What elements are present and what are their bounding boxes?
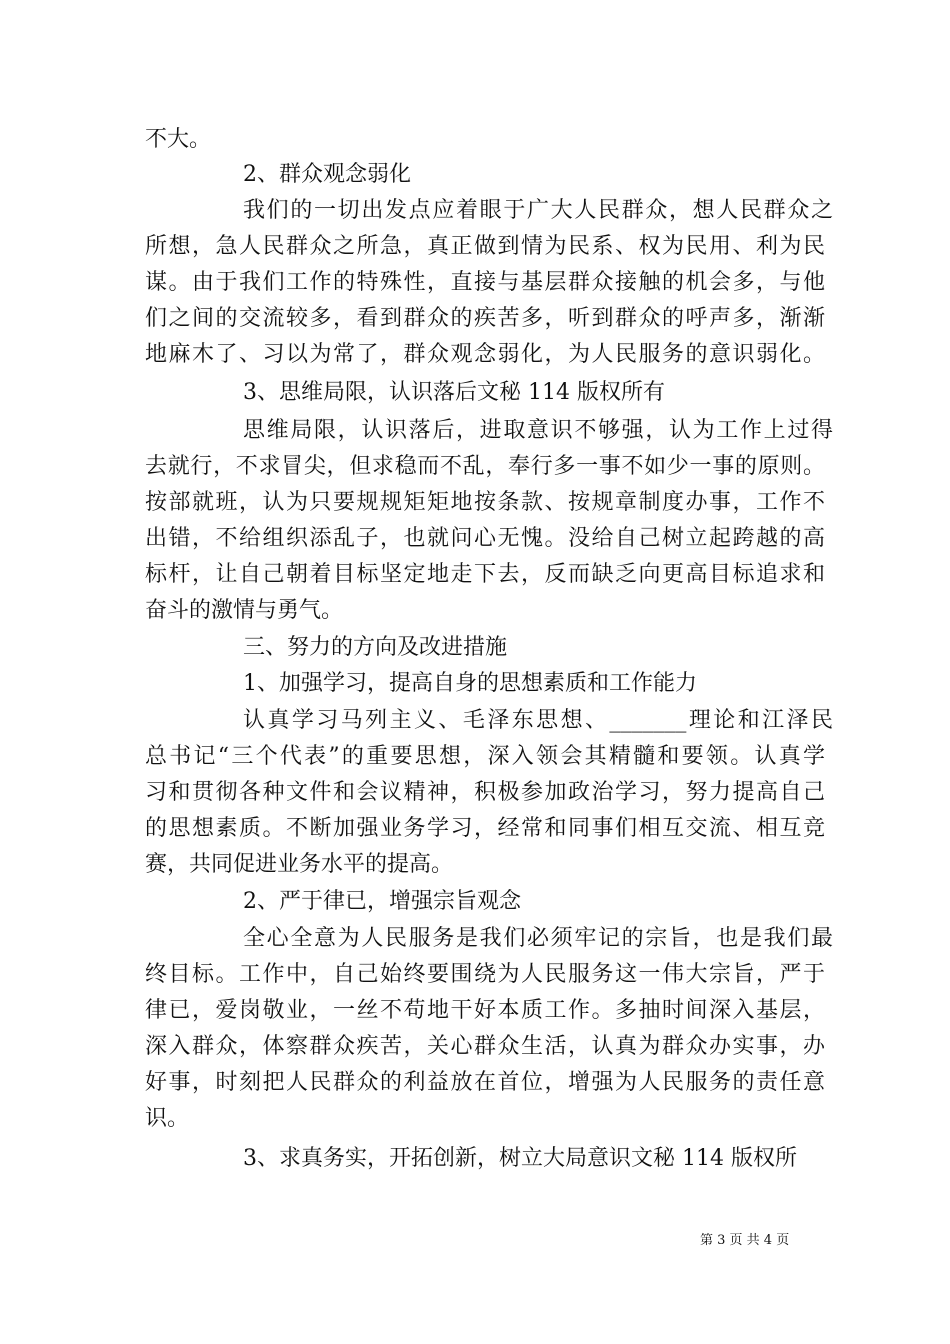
text-line: 所想，急人民群众之所急，真正做到情为民系、权为民用、利为民	[145, 234, 825, 259]
text-line: 终目标。工作中，自己始终要围绕为人民服务这一伟大宗旨，严于	[145, 962, 825, 987]
text-line: 去就行，不求冒尖，但求稳而不乱，奉行多一事不如少一事的原则。	[145, 454, 825, 479]
text-line: 奋斗的激情与勇气。	[145, 598, 344, 623]
text-line: 全心全意为人民服务是我们必须牢记的宗旨，也是我们最	[243, 926, 833, 951]
section-heading: 2、群众观念弱化	[243, 162, 411, 187]
text-line: 标杆，让自己朝着目标坚定地走下去，反而缺乏向更高目标追求和	[145, 562, 825, 587]
text-line: 总书记“三个代表”的重要思想，深入领会其精髓和要领。认真学	[145, 744, 825, 769]
page-number-footer: 第 3 页 共 4 页	[700, 1233, 790, 1248]
text-line: 按部就班，认为只要规规矩矩地按条款、按规章制度办事，工作不	[145, 490, 825, 515]
section-heading: 三、努力的方向及改进措施	[243, 635, 508, 660]
text-line: 我们的一切出发点应着眼于广大人民群众，想人民群众之	[243, 198, 833, 223]
text-line: 习和贯彻各种文件和会议精神，积极参加政治学习，努力提高自己	[145, 780, 825, 805]
text-line: 的思想素质。不断加强业务学习，经常和同事们相互交流、相互竞	[145, 816, 825, 841]
text-line: 出错，不给组织添乱子，也就问心无愧。没给自己树立起跨越的高	[145, 526, 825, 551]
text-line: 们之间的交流较多，看到群众的疾苦多，听到群众的呼声多，渐渐	[145, 306, 825, 331]
text-line: 好事，时刻把人民群众的利益放在首位，增强为人民服务的责任意	[145, 1070, 825, 1095]
section-heading: 2、严于律已，增强宗旨观念	[243, 889, 521, 914]
text-line: 思维局限，认识落后，进取意识不够强，认为工作上过得	[243, 418, 833, 443]
text-line: 识。	[145, 1106, 190, 1131]
text-line: 不大。	[145, 127, 212, 152]
section-heading: 3、求真务实，开拓创新，树立大局意识文秘 114 版权所	[243, 1146, 797, 1171]
text-line: 地麻木了、习以为常了，群众观念弱化，为人民服务的意识弱化。	[145, 342, 825, 367]
section-heading: 3、思维局限，认识落后文秘 114 版权所有	[243, 380, 665, 405]
text-line: 认真学习马列主义、毛泽东思想、_______理论和江泽民	[243, 708, 833, 733]
section-heading: 1、加强学习，提高自身的思想素质和工作能力	[243, 671, 697, 696]
text-line: 谋。由于我们工作的特殊性，直接与基层群众接触的机会多，与他	[145, 270, 825, 295]
text-line: 律已，爱岗敬业，一丝不苟地干好本质工作。多抽时间深入基层，	[145, 998, 825, 1023]
text-line: 赛，共同促进业务水平的提高。	[145, 852, 454, 877]
text-line: 深入群众，体察群众疾苦，关心群众生活，认真为群众办实事，办	[145, 1034, 825, 1059]
